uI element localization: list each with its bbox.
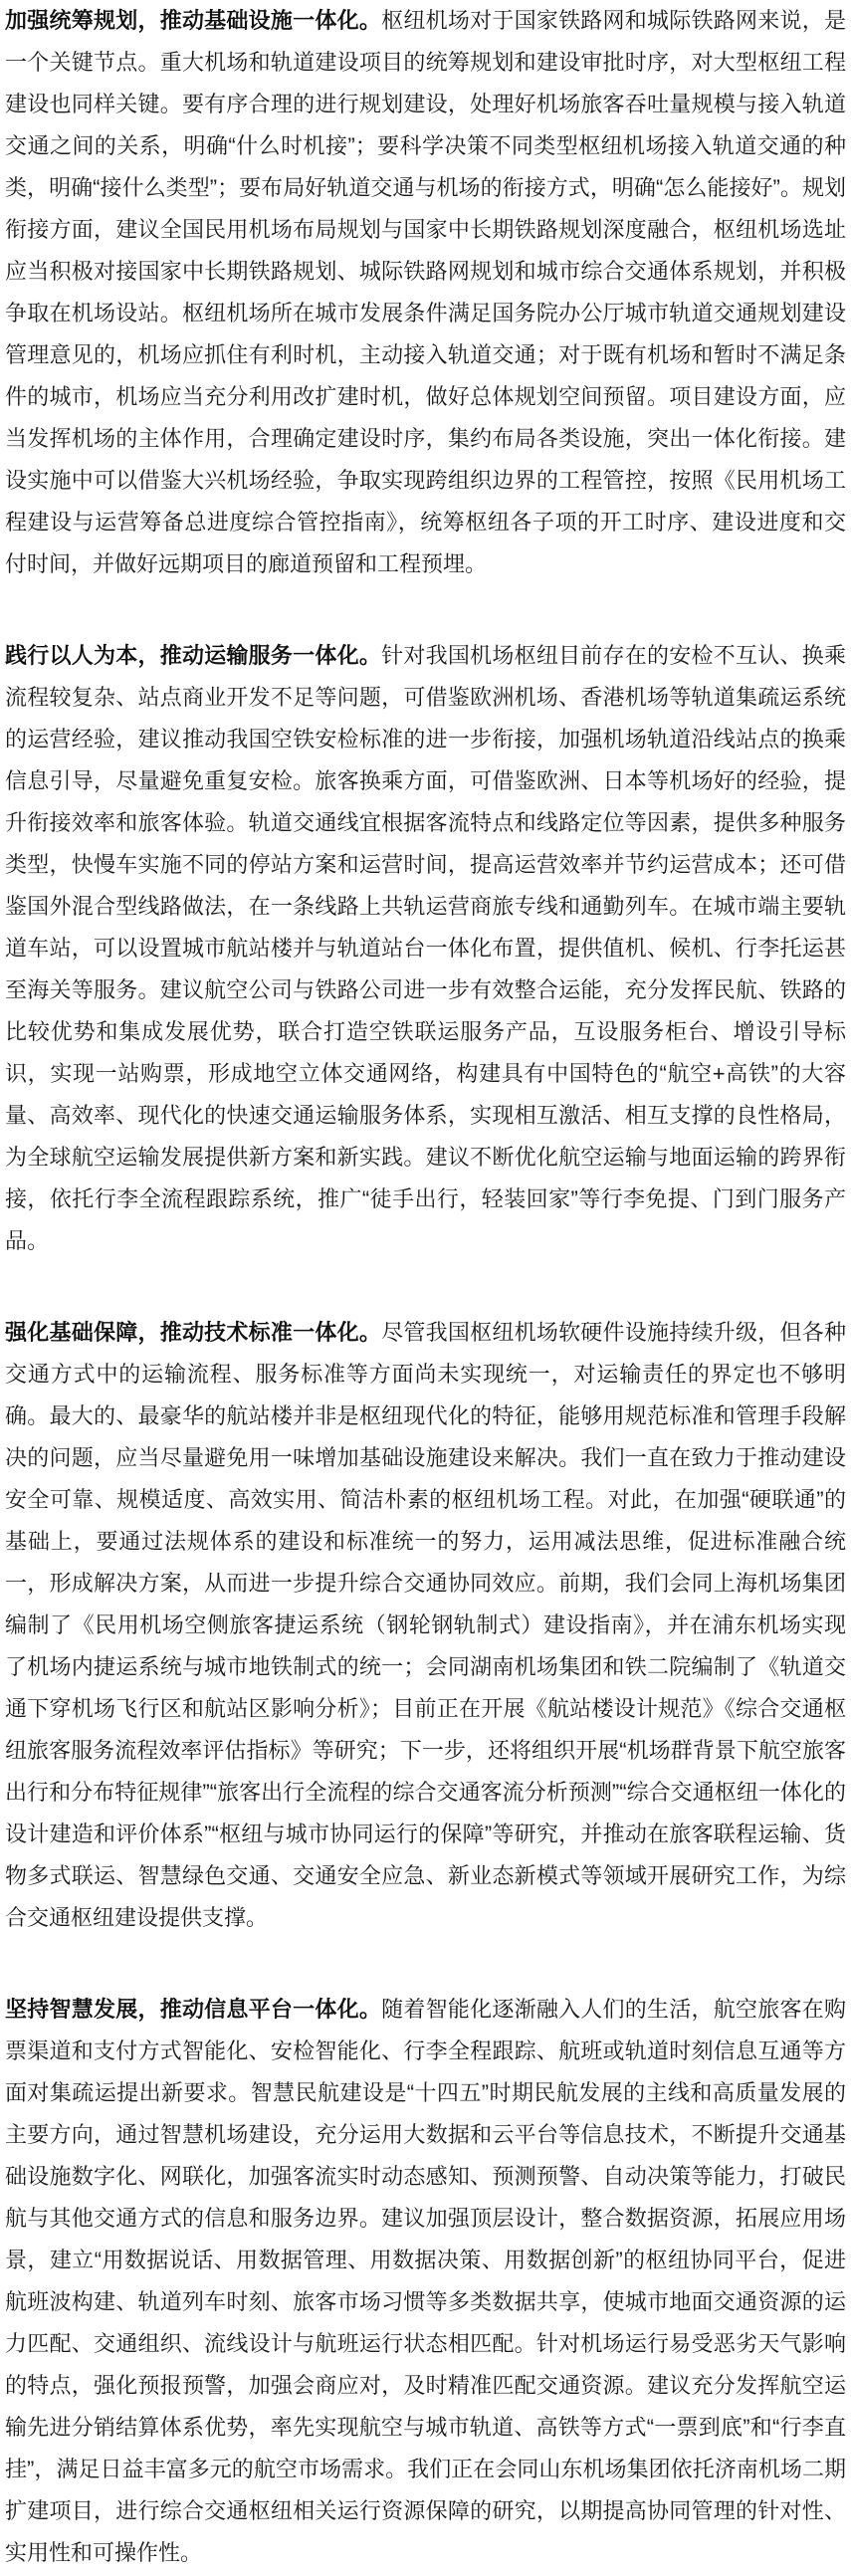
paragraph-planning bbox=[5, 0, 846, 585]
paragraph-heading: 强化基础保障，推动技术标准一体化。 bbox=[5, 1320, 382, 1345]
paragraph-standards bbox=[5, 1312, 846, 1939]
paragraph-service bbox=[5, 635, 846, 1262]
paragraph-heading: 加强统筹规划，推动基础设施一体化。 bbox=[5, 8, 382, 33]
paragraph-text: 枢纽机场对于国家铁路网和城际铁路网来说，是一个关键节点。重大机场和轨道建设项目的统筹规划和建设审批时序，对大型枢纽工程建设也同样关键。要有序合理的进行规划建设，处理好机场旅客吞吐量规模与接入轨道交通之间的关系，明确“什么时机接”；要科学决策不同类型枢纽机场接入轨道交通的种类，明确“接什么类型”；要布局好轨道交通与机场的衔接方式，明确“怎么能接好”。规划衔接方面，建议全国民用机场布局规划与国家中长期铁路规划深度融合，枢纽机场选址应当积极对接国家中长期铁路规划、城际铁路网规划和城市综合交通体系规划，并积极争取在机场设站。枢纽机场所在城市发展条件满足国务院办公厅城市轨道交通规划建设管理意见的，机场应抓住有利时机，主动接入轨道交通；对于既有机场和暂时不满足条件的城市，机场应当充分利用改扩建时机，做好总体规划空间预留。项目建设方面，应当发挥机场的主体作用，合理确定建设时序，集约布局各类设施，突出一体化衔接。建设实施中可以借鉴大兴机场经验，争取实现跨组织边界的工程管控，按照《民用机场工程建设与运营筹备总进度综合管控指南》，统筹枢纽各子项的开工时序、建设进度和交付时间，并做好远期项目的廊道预留和工程预埋。 bbox=[5, 8, 846, 576]
paragraph-text: 随着智能化逐渐融入人们的生活，航空旅客在购票渠道和支付方式智能化、安检智能化、行李全程跟踪、航班或轨道时刻信息互通等方面对集疏运提出新要求。智慧民航建设是“十四五”时期民航发展的主线和高质量发展的主要方向，通过智慧机场建设，充分运用大数据和云平台等信息技术，不断提升交通基础设施数字化、网联化，加强客流实时动态感知、预测预警、自动决策等能力，打破民航与其他交通方式的信息和服务边界。建议加强顶层设计，整合数据资源，拓展应用场景，建立“用数据说话、用数据管理、用数据决策、用数据创新”的枢纽协同平台，促进航班波构建、轨道列车时刻、旅客市场习惯等多类数据共享，使城市地面交通资源的运力匹配、交通组织、流线设计与航班运行状态相匹配。针对机场运行易受恶劣天气影响的特点，强化预报预警，加强会商应对，及时精准匹配交通资源。建议充分发挥航空运输先进分销结算体系优势，率先实现航空与城市轨道、高铁等方式“一票到底”和“行李直挂”，满足日益丰富多元的航空市场需求。我们正在会同山东机场集团依托济南机场二期扩建项目，进行综合交通枢纽相关运行资源保障的研究，以期提高协同管理的针对性、实用性和可操作性。 bbox=[5, 1997, 846, 2565]
paragraph-text: 针对我国机场枢纽目前存在的安检不互认、换乘流程较复杂、站点商业开发不足等问题，可借鉴欧洲机场、香港机场等轨道集疏运系统的运营经验，建议推动我国空铁安检标准的进一步衔接，加强机场轨道沿线站点的换乘信息引导，尽量避免重复安检。旅客换乘方面，可借鉴欧洲、日本等机场好的经验，提升衔接效率和旅客体验。轨道交通线宜根据客流特点和线路定位等因素，提供多种服务类型，快慢车实施不同的停站方案和运营时间，提高运营效率并节约运营成本；还可借鉴国外混合型线路做法，在一条线路上共轨运营商旅专线和通勤列车。在城市端主要轨道车站，可以设置城市航站楼并与轨道站台一体化布置，提供值机、候机、行李托运甚至海关等服务。建议航空公司与铁路公司进一步有效整合运能，充分发挥民航、铁路的比较优势和集成发展优势，联合打造空铁联运服务产品，互设服务柜台、增设引导标识，实现一站购票，形成地空立体交通网络，构建具有中国特色的“航空+高铁”的大容量、高效率、现代化的快速交通运输服务体系，实现相互激活、相互支撑的良性格局，为全球航空运输发展提供新方案和新实践。建议不断优化航空运输与地面运输的跨界衔接，依托行李全流程跟踪系统，推广“徒手出行，轻装回家”等行李免提、门到门服务产品。 bbox=[5, 643, 846, 1253]
paragraph-heading: 坚持智慧发展，推动信息平台一体化。 bbox=[5, 1997, 382, 2022]
paragraph-text: 尽管我国枢纽机场软硬件设施持续升级，但各种交通方式中的运输流程、服务标准等方面尚未实现统一，对运输责任的界定也不够明确。最大的、最豪华的航站楼并非是枢纽现代化的特征，能够用规范标准和管理手段解决的问题，应当尽量避免用一味增加基础设施建设来解决。我们一直在致力于推动建设安全可靠、规模适度、高效实用、简洁朴素的枢纽机场工程。对此，在加强“硬联通”的基础上，要通过法规体系的建设和标准统一的努力，运用减法思维，促进标准融合统一，形成解决方案，从而进一步提升综合交通协同效应。前期，我们会同上海机场集团编制了《民用机场空侧旅客捷运系统（钢轮钢轨制式）建设指南》，并在浦东机场实现了机场内捷运系统与城市地铁制式的统一；会同湖南机场集团和铁二院编制了《轨道交通下穿机场飞行区和航站区影响分析》；目前正在开展《航站楼设计规范》《综合交通枢纽旅客服务流程效率评估指标》等研究；下一步，还将组织开展“机场群背景下航空旅客出行和分布特征规律”“旅客出行全流程的综合交通客流分析预测”“综合交通枢纽一体化的设计建造和评价体系”“枢纽与城市协同运行的保障”等研究，并推动在旅客联程运输、货物多式联运、智慧绿色交通、交通安全应急、新业态新模式等领域开展研究工作，为综合交通枢纽建设提供支撑。 bbox=[5, 1320, 846, 1930]
paragraph-smart-platform bbox=[5, 1989, 846, 2574]
paragraph-heading: 践行以人为本，推动运输服务一体化。 bbox=[5, 643, 382, 668]
